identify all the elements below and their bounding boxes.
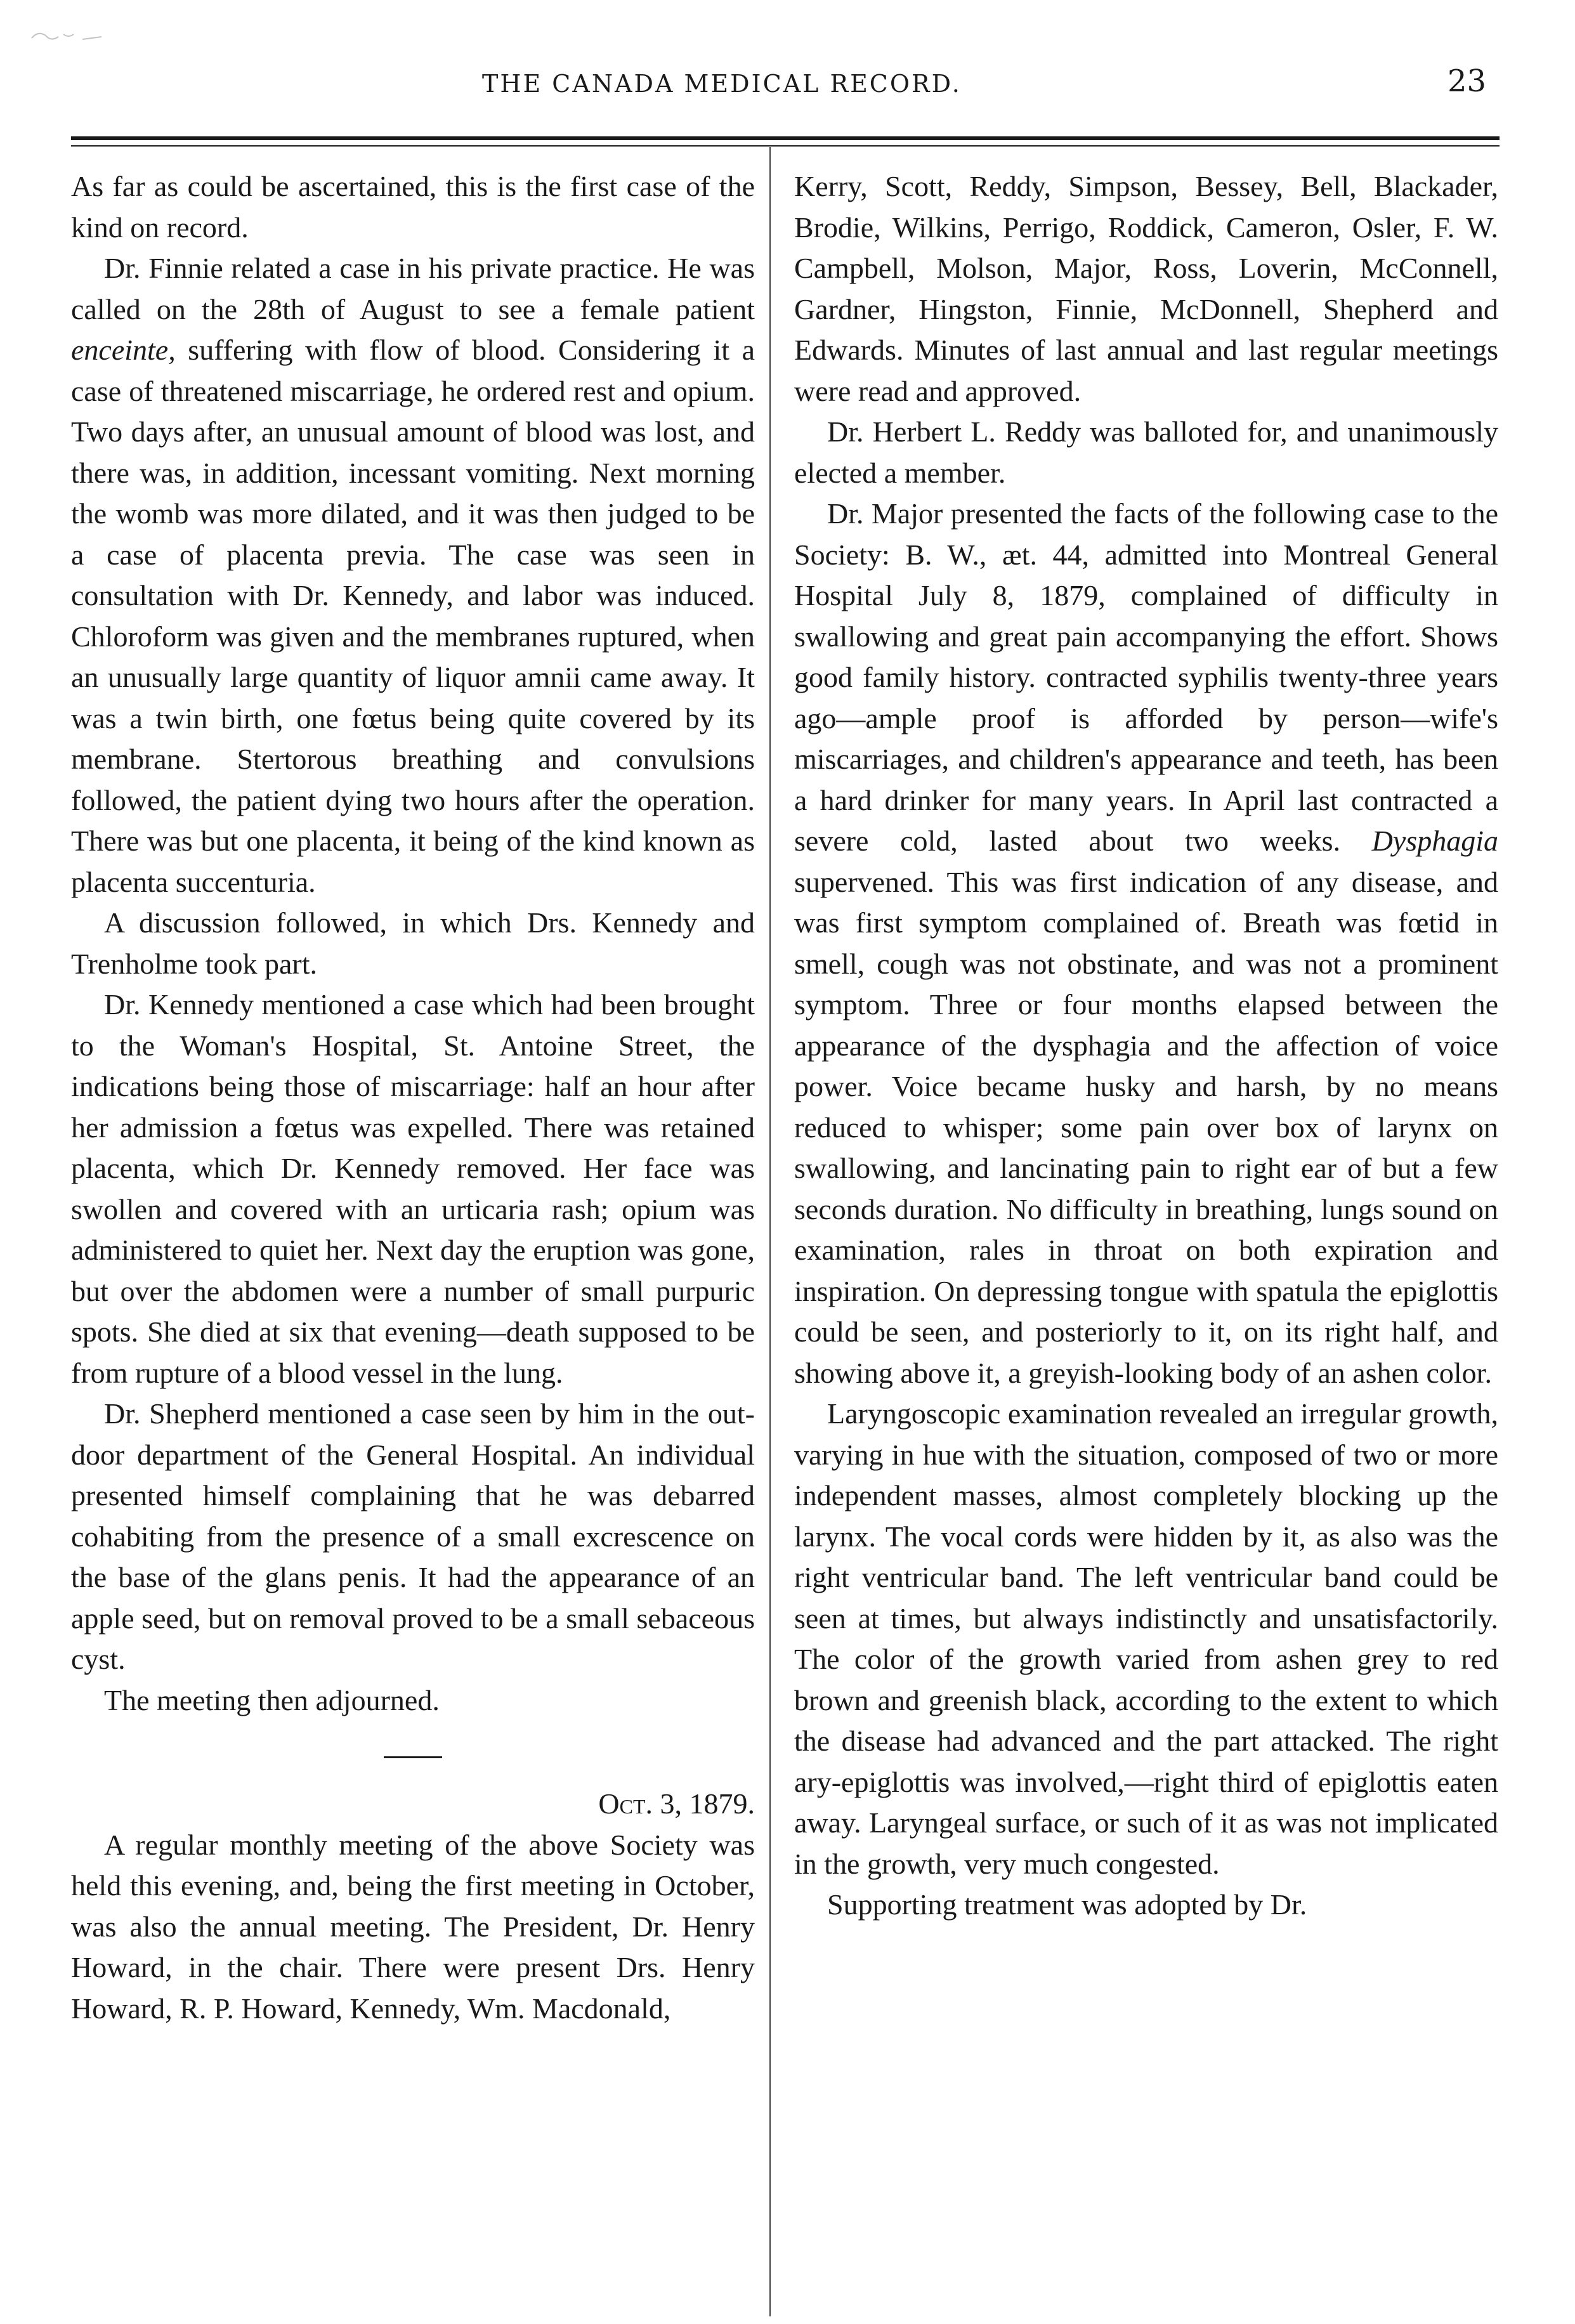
header-rule-thick [71, 136, 1500, 140]
paragraph-laryngoscopic: Laryngoscopic examination revealed an irregular growth, varying in hue with the situation, composed of two or more independent masses, almost completely blocking up the larynx. The vocal cords were hidden by it, as also was the right ventricular band. The left ventricular band could be seen at times, but always indistinctly and unsatisfactorily. The color of the growth varied from ashen grey to red brown and greenish black, according to the extent to which the disease had advanced and the part attacked. The right ary-epiglottis was involved,—right third of epiglottis eaten away. Laryngeal surface, or such of it as was not implicated in the growth, very much congested. [794, 1397, 1498, 1880]
header-rule-thin [71, 145, 1500, 147]
major-text-a: Dr. Major presented the facts of the following case to the Society: B. W., æt. 44, admitted into Montreal General Hospital July 8, 1879, complained of difficulty in swallowing and great pain accompanying the effort. Shows good family history. contracted syphilis twenty-three years ago—ample proof is afforded by person—wife's miscarriages, and children's appearance and teeth, has been a hard drinker for many years. In April last contracted a severe cold, lasted about two weeks. [794, 497, 1498, 857]
finnie-text-a: Dr. Finnie related a case in his private practice. He was called on the 28th of August to see a female patient [71, 252, 755, 325]
right-column [794, 166, 1498, 1926]
meeting-date: Oct. 3, 1879. [598, 1787, 755, 1820]
paragraph-annual-meeting: A regular monthly meeting of the above Society was held this evening, and, being the first meeting in October, was also the annual meeting. The President, Dr. Henry Howard, in the chair. There were present Drs. Henry Howard, R. P. Howard, Kennedy, Wm. Macdonald, [71, 1828, 755, 2025]
paragraph-shepherd-case: Dr. Shepherd mentioned a case seen by him in the out-door department of the General Hospital. An individual presented himself complaining that he was debarred cohabiting from the presence of a small excrescence on the base of the glans penis. It had the appearance of an apple seed, but on removal proved to be a small sebaceous cyst. [71, 1397, 755, 1675]
page-header [0, 57, 1575, 133]
left-column [71, 166, 755, 2029]
major-text-b: supervened. This was first indication of any disease, and was first symptom complained of. Breath was fœtid in smell, cough was not obstinate, and was not a prominent symptom. Three or four months elapsed between the appearance of the dysphagia and the affection of voice power. Voice became husky and harsh, by no means reduced to whisper; some pain over box of larynx on swallowing, and lancinating pain to right ear of but a few seconds duration. No difficulty in breathing, lungs sound on examination, rales in throat on both expiration and inspiration. On depressing tongue with spatula the epiglottis could be seen, and posteriorly to it, on its right half, and showing above it, a greyish-looking body of an ashen color. [794, 865, 1498, 1389]
paragraph-finnie-case [71, 248, 755, 903]
paragraph-first-case: As far as could be ascertained, this is the first case of the kind on record. [71, 170, 755, 244]
paragraph-reddy-elected: Dr. Herbert L. Reddy was balloted for, and unanimously elected a member. [794, 415, 1498, 489]
column-divider [769, 147, 771, 2316]
page-number: 23 [1448, 63, 1487, 99]
paragraph-attendees: Kerry, Scott, Reddy, Simpson, Bessey, Bell, Blackader, Brodie, Wilkins, Perrigo, Roddick, Cameron, Osler, F. W. Campbell, Molson, Major, Ross, Loverin, McConnell, Gardner, Hingston, Finnie, McDonnell, Shepherd and Edwards. Minutes of last annual and last regular meetings were read and approved. [794, 170, 1498, 407]
paragraph-discussion: A discussion followed, in which Drs. Kennedy and Trenholme took part. [71, 906, 755, 980]
finnie-text-b: suffering with flow of blood. Considering it a case of threatened miscarriage, he ordered rest and opium. Two days after, an unusual amount of blood was lost, and there was, in addition, incessant vomiting. Next morning the womb was more dilated, and it was then judged to be a case of placenta previa. The case was seen in consultation with Dr. Kennedy, and labor was induced. Chloroform was given and the membranes ruptured, when an unusually large quantity of liquor amnii came away. It was a twin birth, one fœtus being quite covered by its membrane. Stertorous breathing and convulsions followed, the patient dying two hours after the operation. There was but one placenta, it being of the kind known as placenta succenturia. [71, 334, 755, 898]
finnie-text-emphasis: enceinte, [71, 334, 176, 366]
journal-title: THE CANADA MEDICAL RECORD. [482, 70, 962, 98]
section-separator-rule [384, 1756, 442, 1758]
paragraph-major-case [794, 493, 1498, 1394]
ink-stain-mark [25, 25, 121, 57]
major-text-emphasis: Dysphagia [1371, 825, 1498, 857]
paragraph-kennedy-case: Dr. Kennedy mentioned a case which had been brought to the Woman's Hospital, St. Antoine Street, the indications being those of miscarriage: half an hour after her admission a fœtus was expelled. There was retained placenta, which Dr. Kennedy removed. Her face was swollen and covered with an urticaria rash; opium was administered to quiet her. Next day the eruption was gone, but over the abdomen were a number of small purpuric spots. She died at six that evening—death supposed to be from rupture of a blood vessel in the lung. [71, 988, 755, 1389]
paragraph-treatment: Supporting treatment was adopted by Dr. [827, 1888, 1307, 1921]
paragraph-adjourned: The meeting then adjourned. [104, 1683, 440, 1716]
